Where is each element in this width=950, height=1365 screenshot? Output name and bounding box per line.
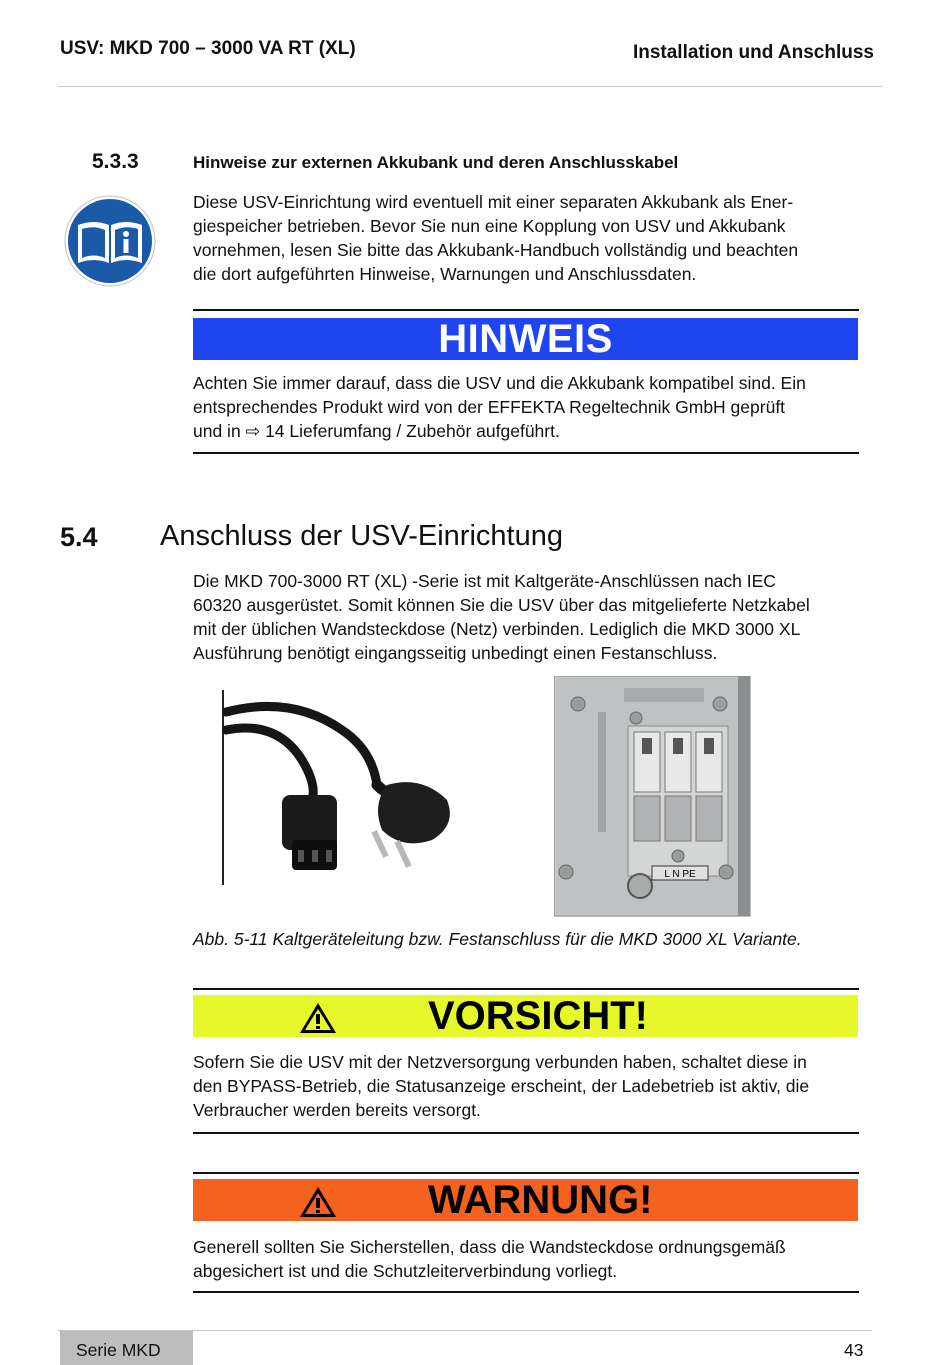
warnung-bottom-rule (193, 1291, 859, 1293)
section-title-5-3-3: Hinweise zur externen Akkubank und deren Anschlusskabel (193, 153, 679, 172)
page-number: 43 (844, 1340, 864, 1360)
power-cable-photo (222, 690, 472, 895)
header-divider (58, 86, 882, 87)
figure-caption: Abb. 5-11 Kaltgeräteleitung bzw. Festanschluss für die MKD 3000 XL Variante. (193, 929, 802, 949)
terminal-label: L N PE (664, 869, 696, 880)
hinweis-bottom-rule (193, 452, 859, 454)
warnung-top-rule (193, 1172, 859, 1174)
section-number-5-4: 5.4 (60, 522, 98, 552)
footer-series-label: Serie MKD (76, 1340, 161, 1360)
warnung-banner (193, 1179, 858, 1221)
hinweis-text: Achten Sie immer darauf, dass die USV und die Akkubank kompatibel sind. Ein entsprechendes Produkt wird von der EFFEKTA Regeltechnik GmbH geprüft und in ⇨ 14 Lieferumfang / Zubehör aufgeführt. (193, 373, 806, 441)
terminal-block-photo (554, 676, 752, 923)
header-chapter-title: Installation und Anschluss (632, 42, 874, 63)
section-5-4-text: Die MKD 700-3000 RT (XL) -Serie ist mit Kaltgeräte-Anschlüssen nach IEC 60320 ausgerüstet. Somit können Sie die USV über das mitgelieferte Netzkabel mit der üblichen Wandsteckdose (Netz) verbinden. Lediglich die MKD 3000 XL Ausführung benötigt eingangsseitig unbedingt einen Festanschluss. (193, 571, 810, 663)
iec-connector-icon (282, 795, 337, 870)
schuko-plug-icon (371, 782, 449, 868)
header-document-title: USV: MKD 700 – 3000 VA RT (XL) (60, 38, 356, 59)
vorsicht-label: VORSICHT! (428, 994, 648, 1038)
vorsicht-top-rule (193, 988, 859, 990)
warnung-label: WARNUNG! (428, 1178, 653, 1222)
warning-triangle-icon (298, 1001, 338, 1035)
warning-triangle-icon (298, 1185, 338, 1219)
hinweis-top-rule (193, 309, 859, 311)
section-title-5-4: Anschluss der USV-Einrichtung (160, 520, 563, 552)
vorsicht-bottom-rule (193, 1132, 859, 1134)
vorsicht-text: Sofern Sie die USV mit der Netzversorgung verbunden haben, schaltet diese in den BYPASS-Betrieb, die Statusanzeige erscheint, der Ladebetrieb ist aktiv, die Verbraucher werden bereits versorgt. (193, 1052, 810, 1120)
hinweis-banner: HINWEIS (193, 318, 858, 360)
vorsicht-banner (193, 995, 858, 1037)
section-5-3-3-text: Diese USV-Einrichtung wird eventuell mit einer separaten Akkubank als Ener- giespeicher betrieben. Bevor Sie nun eine Kopplung von USV und Akkubank vornehmen, lesen Sie bitte das Akkubank-Handbuch vollständig und beachten die dort aufgeführten Hinweise, Warnungen und Anschlussdaten. (193, 192, 799, 284)
warnung-text: Generell sollten Sie Sicherstellen, dass die Wandsteckdose ordnungsgemäß abgesichert ist und die Schutzleiterverbindung vorliegt. (193, 1237, 786, 1281)
section-number-5-3-3: 5.3.3 (92, 150, 139, 173)
manual-info-icon (64, 195, 156, 292)
